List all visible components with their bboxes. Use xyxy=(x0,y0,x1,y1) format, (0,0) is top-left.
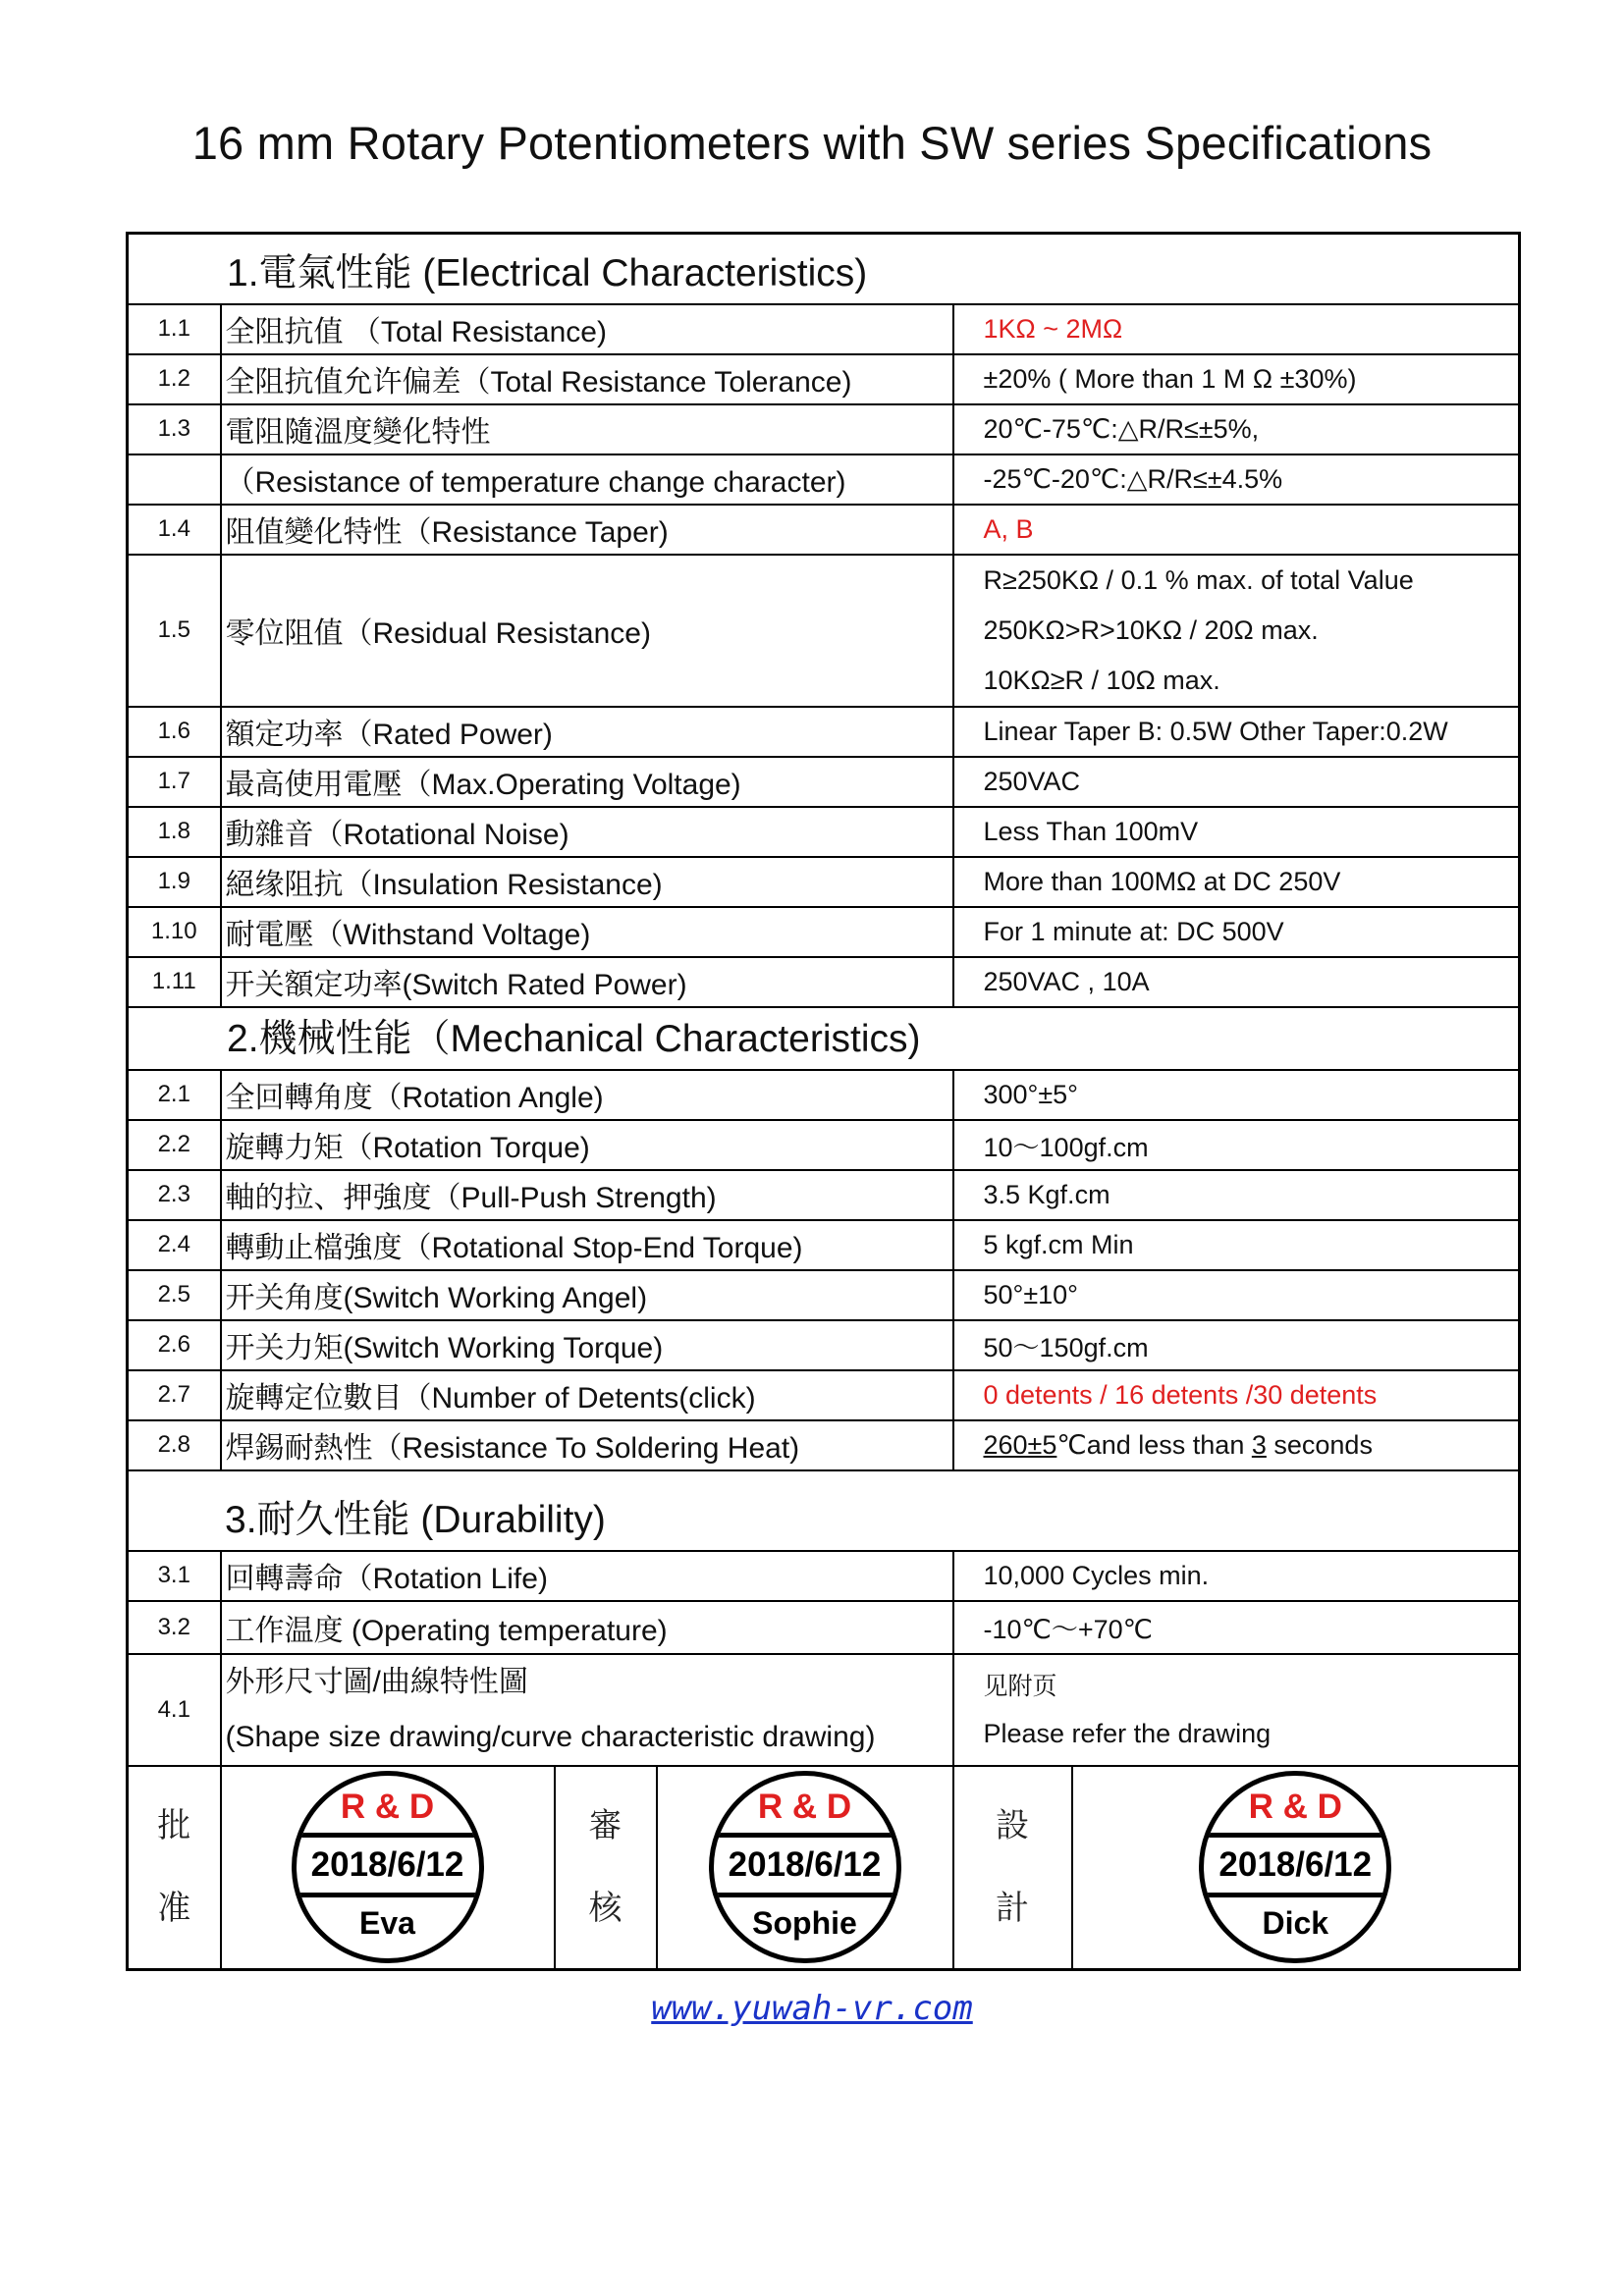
table-row xyxy=(128,505,1520,555)
row-number: 1.8 xyxy=(128,807,221,857)
page-title: 16 mm Rotary Potentiometers with SW series Specifications xyxy=(191,117,1433,169)
approve-stamp-cell xyxy=(221,1766,555,1970)
stamp-department: R & D xyxy=(340,1788,435,1827)
parameter-name: 轉動止檔強度（Rotational Stop-End Torque) xyxy=(221,1220,953,1270)
section-row-electrical xyxy=(128,234,1520,304)
parameter-name: 全阻抗值允许偏差（Total Resistance Tolerance) xyxy=(221,354,953,404)
design-stamp-cell xyxy=(1072,1766,1520,1970)
table-row xyxy=(128,1320,1520,1370)
table-row xyxy=(128,1551,1520,1601)
value-line: 10KΩ≥R / 10Ω max. xyxy=(983,665,1220,695)
parameter-value: 50°±10° xyxy=(953,1270,1520,1320)
table-row xyxy=(128,807,1520,857)
stamp-date: 2018/6/12 xyxy=(310,1845,464,1885)
section-heading-mechanical: 2.機械性能（Mechanical Characteristics) xyxy=(128,1007,1520,1070)
param-line: (Shape size drawing/curve characteristic drawing) xyxy=(225,1720,876,1753)
approve-label xyxy=(128,1766,221,1970)
table-row xyxy=(128,1070,1520,1120)
row-number: 4.1 xyxy=(128,1654,221,1766)
parameter-name: 旋轉力矩（Rotation Torque) xyxy=(221,1120,953,1170)
parameter-value: ±20% ( More than 1 M Ω ±30%) xyxy=(953,354,1520,404)
table-row xyxy=(128,1601,1520,1654)
row-number: 2.1 xyxy=(128,1070,221,1120)
row-number: 2.4 xyxy=(128,1220,221,1270)
table-row xyxy=(128,354,1520,404)
row-number: 2.3 xyxy=(128,1170,221,1220)
row-number: 1.11 xyxy=(128,957,221,1007)
parameter-name: 動雜音（Rotational Noise) xyxy=(221,807,953,857)
parameter-value: 250VAC xyxy=(953,757,1520,807)
parameter-name: 旋轉定位數目（Number of Detents(click) xyxy=(221,1370,953,1420)
value-part: seconds xyxy=(1266,1429,1373,1460)
parameter-name: 工作温度 (Operating temperature) xyxy=(221,1601,953,1654)
design-label xyxy=(953,1766,1072,1970)
stamp-date: 2018/6/12 xyxy=(1218,1845,1373,1885)
parameter-value: 0 detents / 16 detents /30 detents xyxy=(953,1370,1520,1420)
parameter-name: 全阻抗值 （Total Resistance) xyxy=(221,304,953,354)
parameter-name: 回轉壽命（Rotation Life) xyxy=(221,1551,953,1601)
table-row xyxy=(128,454,1520,505)
parameter-value: Less Than 100mV xyxy=(953,807,1520,857)
parameter-name: 开关角度(Switch Working Angel) xyxy=(221,1270,953,1320)
row-number: 3.2 xyxy=(128,1601,221,1654)
parameter-name: 开关額定功率(Switch Rated Power) xyxy=(221,957,953,1007)
table-row xyxy=(128,707,1520,757)
table-row xyxy=(128,555,1520,707)
row-number: 1.2 xyxy=(128,354,221,404)
section-heading-durability: 3.耐久性能 (Durability) xyxy=(128,1470,1520,1551)
parameter-value: 250VAC , 10A xyxy=(953,957,1520,1007)
approve-label-bottom: 准 xyxy=(157,1889,191,1929)
table-row xyxy=(128,404,1520,454)
table-row xyxy=(128,1420,1520,1470)
review-stamp-cell xyxy=(657,1766,953,1970)
parameter-value: A, B xyxy=(953,505,1520,555)
stamp-date: 2018/6/12 xyxy=(728,1845,882,1885)
parameter-name: 零位阻值（Residual Resistance) xyxy=(221,555,953,707)
parameter-name: 全回轉角度（Rotation Angle) xyxy=(221,1070,953,1120)
parameter-value: 3.5 Kgf.cm xyxy=(953,1170,1520,1220)
stamp-department: R & D xyxy=(757,1788,852,1827)
parameter-name: 軸的拉、押強度（Pull-Push Strength) xyxy=(221,1170,953,1220)
parameter-value: -25℃-20℃:△R/R≤±4.5% xyxy=(953,454,1520,505)
parameter-value: 300°±5° xyxy=(953,1070,1520,1120)
design-stamp xyxy=(1199,1771,1391,1963)
row-number: 1.6 xyxy=(128,707,221,757)
table-row xyxy=(128,907,1520,957)
website-link[interactable]: www.yuwah-vr.com xyxy=(651,1989,973,2028)
stamp-name: Dick xyxy=(1262,1905,1329,1942)
row-number: 2.8 xyxy=(128,1420,221,1470)
stamp-name: Sophie xyxy=(752,1905,857,1942)
row-number: 2.2 xyxy=(128,1120,221,1170)
parameter-name: 最高使用電壓（Max.Operating Voltage) xyxy=(221,757,953,807)
approve-label-top: 批 xyxy=(157,1806,191,1846)
parameter-value: 5 kgf.cm Min xyxy=(953,1220,1520,1270)
design-label-top: 設 xyxy=(996,1806,1029,1846)
parameter-value: More than 100MΩ at DC 250V xyxy=(953,857,1520,907)
section-row-durability xyxy=(128,1470,1520,1551)
table-row xyxy=(128,1220,1520,1270)
row-number: 1.4 xyxy=(128,505,221,555)
value-part-underlined: 260±5 xyxy=(983,1429,1057,1460)
param-line: 外形尺寸圖/曲線特性圖 xyxy=(225,1665,528,1698)
row-number: 2.6 xyxy=(128,1320,221,1370)
section-heading-electrical: 1.電氣性能 (Electrical Characteristics) xyxy=(128,234,1520,304)
table-row xyxy=(128,757,1520,807)
table-row xyxy=(128,1170,1520,1220)
parameter-name: 電阻隨溫度變化特性 xyxy=(221,404,953,454)
parameter-name: 絕缘阻抗（Insulation Resistance) xyxy=(221,857,953,907)
review-label xyxy=(555,1766,657,1970)
parameter-name: 耐電壓（Withstand Voltage) xyxy=(221,907,953,957)
row-number: 1.3 xyxy=(128,404,221,454)
table-row xyxy=(128,957,1520,1007)
parameter-value: -10℃～+70℃ xyxy=(953,1601,1520,1654)
parameter-value: 10～100gf.cm xyxy=(953,1120,1520,1170)
table-row xyxy=(128,1270,1520,1320)
row-number: 2.7 xyxy=(128,1370,221,1420)
parameter-value: For 1 minute at: DC 500V xyxy=(953,907,1520,957)
table-row xyxy=(128,1370,1520,1420)
stamp-department: R & D xyxy=(1248,1788,1342,1827)
review-label-bottom: 核 xyxy=(588,1889,623,1929)
value-line: 250KΩ>R>10KΩ / 20Ω max. xyxy=(983,614,1319,645)
value-part-underlined: 3 xyxy=(1251,1429,1267,1460)
row-number: 1.5 xyxy=(128,555,221,707)
table-row xyxy=(128,304,1520,354)
section-row-mechanical xyxy=(128,1007,1520,1070)
table-row xyxy=(128,1120,1520,1170)
parameter-value: 20℃-75℃:△R/R≤±5%, xyxy=(953,404,1520,454)
review-stamp xyxy=(709,1771,901,1963)
row-number: 2.5 xyxy=(128,1270,221,1320)
parameter-name xyxy=(221,1654,953,1766)
approve-stamp xyxy=(292,1771,484,1963)
row-number: 1.10 xyxy=(128,907,221,957)
row-number: 1.1 xyxy=(128,304,221,354)
table-row xyxy=(128,857,1520,907)
spec-table xyxy=(126,232,1521,1971)
parameter-name: 焊錫耐熱性（Resistance To Soldering Heat) xyxy=(221,1420,953,1470)
parameter-value xyxy=(953,555,1520,707)
parameter-name: 开关力矩(Switch Working Torque) xyxy=(221,1320,953,1370)
review-label-top: 審 xyxy=(588,1806,623,1846)
row-number: 1.9 xyxy=(128,857,221,907)
stamp-name: Eva xyxy=(359,1905,415,1942)
value-line: 见附页 xyxy=(983,1671,1057,1700)
value-part: ℃and less than xyxy=(1056,1429,1252,1460)
parameter-name: （Resistance of temperature change character) xyxy=(221,454,953,505)
parameter-value: 1KΩ ~ 2MΩ xyxy=(953,304,1520,354)
table-row xyxy=(128,1654,1520,1766)
parameter-value: Linear Taper B: 0.5W Other Taper:0.2W xyxy=(953,707,1520,757)
parameter-name: 阻值變化特性（Resistance Taper) xyxy=(221,505,953,555)
row-number: 1.7 xyxy=(128,757,221,807)
parameter-value: 50～150gf.cm xyxy=(953,1320,1520,1370)
parameter-value xyxy=(953,1420,1520,1470)
signoff-row xyxy=(128,1766,1520,1970)
row-number: 3.1 xyxy=(128,1551,221,1601)
design-label-bottom: 計 xyxy=(996,1889,1029,1929)
parameter-name: 額定功率（Rated Power) xyxy=(221,707,953,757)
value-line: Please refer the drawing xyxy=(983,1718,1272,1748)
parameter-value: 10,000 Cycles min. xyxy=(953,1551,1520,1601)
row-number-empty xyxy=(128,454,221,505)
parameter-value xyxy=(953,1654,1520,1766)
value-line: R≥250KΩ / 0.1 % max. of total Value xyxy=(983,564,1414,595)
